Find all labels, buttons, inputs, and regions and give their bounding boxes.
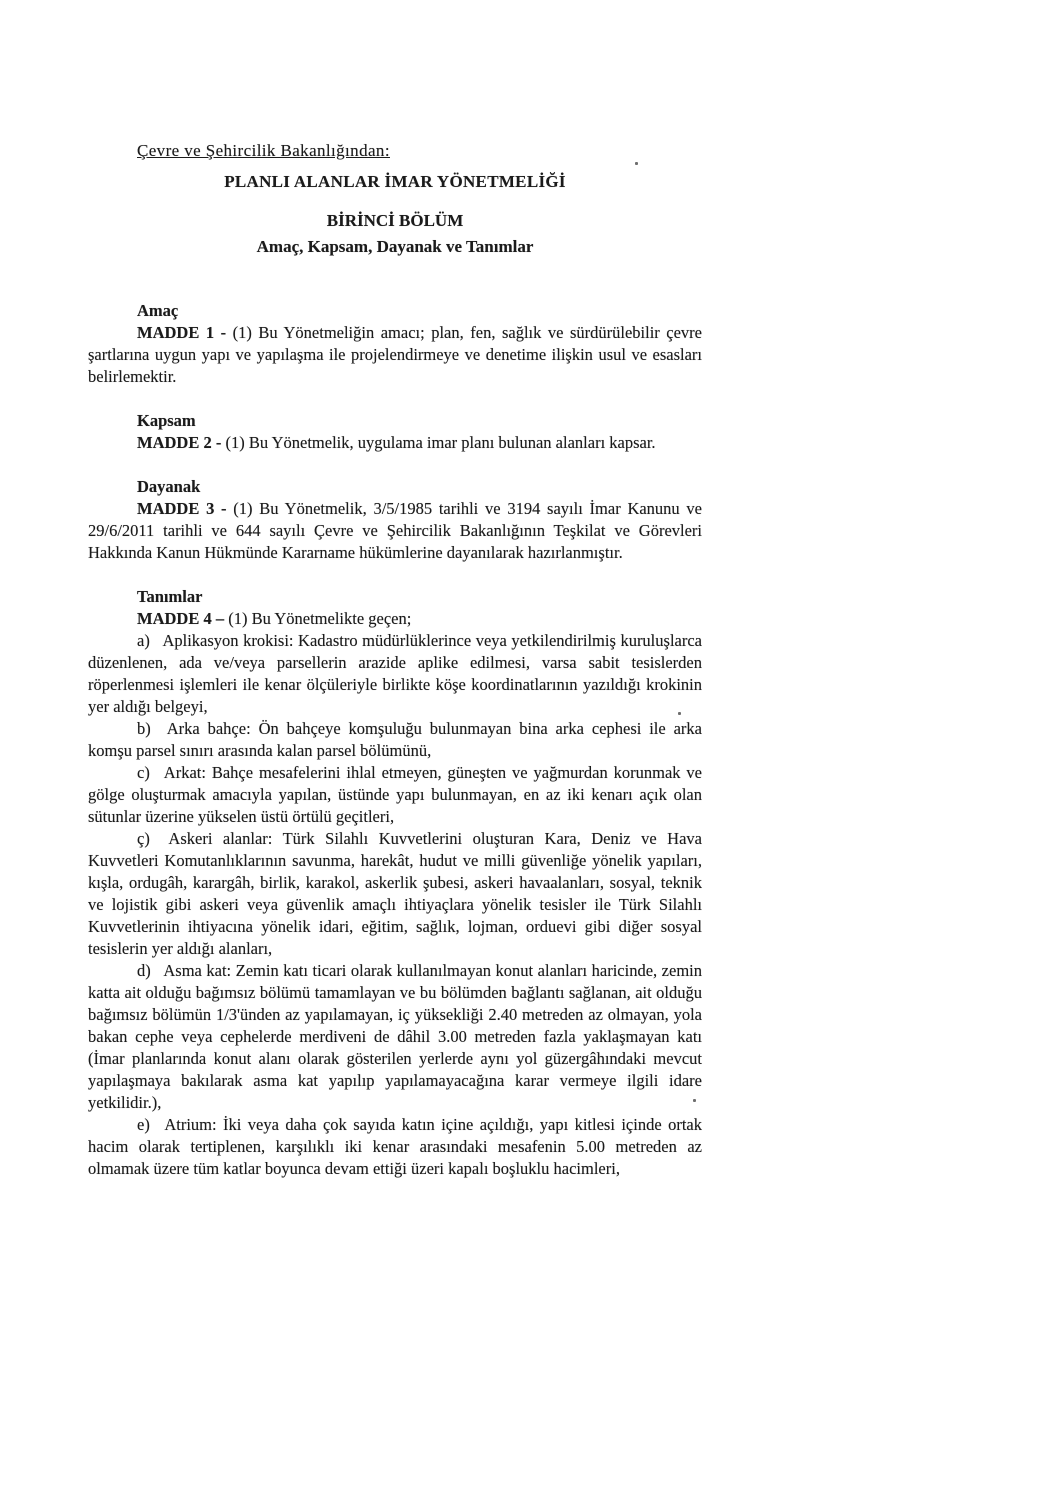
article-number: MADDE 1 - [137,323,227,342]
item-marker: b) [137,719,151,738]
chapter-subtitle: Amaç, Kapsam, Dayanak ve Tanımlar [256,237,534,256]
item-marker: ç) [137,829,150,848]
paragraph: a) Aplikasyon krokisi: Kadastro müdürlüklerince veya yetkilendirilmiş kuruluşlarca düzenlenen, ada ve/veya parsellerin arazide aplike edilmesi, varsa sabit tesislerden röperlenmesi işlemleri ile kenar ölçüleriyle birlikte köşe koordinatlarının yazıldığı krokinin yer aldığı belgeyi, [88,631,702,716]
article-number: MADDE 2 - [137,433,222,452]
section-paragraphs [88,498,702,564]
paragraph: MADDE 4 – (1) Bu Yönetmelikte geçen; [137,609,412,628]
paragraph: e) Atrium: İki veya daha çok sayıda katın içine açıldığı, yapı kitlesi içinde ortak hacim olarak tertiplenen, karşılıklı iki kenar arasındaki mesafenin 5.00 metreden az olmamak üzere tüm katlar boyunca devam ettiği üzeri kapalı boşluklu hacimleri, [88,1115,702,1178]
regulation-section [88,410,702,454]
paragraph: MADDE 3 - (1) Bu Yönetmelik, 3/5/1985 tarihli ve 3194 sayılı İmar Kanunu ve 29/6/2011 tarihli ve 644 sayılı Çevre ve Şehircilik Bakanlığının Teşkilat ve Görevleri Hakkında Kanun Hükmünde Kararname hükümlerine dayanılarak hazırlanmıştır. [88,499,702,562]
scan-speck [693,1099,696,1102]
chapter-heading: BİRİNCİ BÖLÜM [326,211,464,230]
document-body [88,300,702,1180]
section-paragraphs [88,432,702,454]
paragraph: b) Arka bahçe: Ön bahçeye komşuluğu bulunmayan bina arka cephesi ile arka komşu parsel sınırı arasında kalan parsel bölümünü, [88,719,702,760]
section-heading: Tanımlar [137,587,203,606]
section-paragraphs [88,322,702,388]
item-marker: d) [137,961,151,980]
scan-speck [635,162,638,165]
regulation-section [88,300,702,388]
item-marker: a) [137,631,150,650]
scan-speck [678,712,681,715]
item-marker: e) [137,1115,150,1134]
section-heading: Kapsam [137,411,196,430]
text-block [88,140,702,1202]
section-heading: Amaç [137,301,179,320]
paragraph: MADDE 2 - (1) Bu Yönetmelik, uygulama imar planı bulunan alanları kapsar. [137,433,656,452]
article-number: MADDE 3 - [137,499,227,518]
paragraph: d) Asma kat: Zemin katı ticari olarak kullanılmayan konut alanları haricinde, zemin katta ait olduğu bağımsız bölümü tamamlayan ve bu bölümden bağlantı sağlanan, ait olduğu bağımsız bölümün 1/3'ünden az yapılamayan, iç yüksekliği 2.40 metreden az olmayan, yola bakan cephe veya cephelerde merdiveni de dâhil 3.00 metreden fazla yaklaşmayan katı (İmar planlarında konut alanı olarak gösterilen yerlerde aynı yol güzergâhındaki mevcut yapılaşmaya bakılarak asma kat yapılıp yapılamayacağına karar vermeye ilgili idare yetkilidir.), [88,961,702,1112]
paragraph: ç) Askeri alanlar: Türk Silahlı Kuvvetlerini oluşturan Kara, Deniz ve Hava Kuvvetleri Komutanlıklarının savunma, harekât, hudut ve milli güvenliğe yönelik yapıları, kışla, ordugâh, karargâh, birlik, karakol, askerlik şubesi, askeri havaalanları, sosyal, teknik ve lojistik gibi askeri veya güvenlik amaçlı ihtiyaçlara yönelik tesisler ile Türk Silahlı Kuvvetlerinin ihtiyacına yönelik idari, eğitim, sağlık, lojman, orduevi gibi diğer sosyal tesislerin yer aldığı alanları, [88,829,702,958]
article-number: MADDE 4 – [137,609,225,628]
paragraph: MADDE 1 - (1) Bu Yönetmeliğin amacı; plan, fen, sağlık ve sürdürülebilir çevre şartlarına uygun yapı ve yapılaşma ile projelendirmeye ve denetime ilişkin usul ve esasları belirlemektir. [88,323,702,386]
item-marker: c) [137,763,150,782]
ministry-line: Çevre ve Şehircilik Bakanlığından: [137,141,390,160]
document-title: PLANLI ALANLAR İMAR YÖNETMELİĞİ [224,172,566,191]
section-heading: Dayanak [137,477,201,496]
regulation-section [88,586,702,1180]
paragraph: c) Arkat: Bahçe mesafelerini ihlal etmeyen, güneşten ve yağmurdan korunmak ve gölge oluşturmak amacıyla yapılan, üstünde yapı bulunmayan, en az iki kenarı açık olan sütunlar üzerine yükselen üstü örtülü geçitleri, [88,763,702,826]
regulation-section [88,476,702,564]
section-paragraphs [88,608,702,1180]
